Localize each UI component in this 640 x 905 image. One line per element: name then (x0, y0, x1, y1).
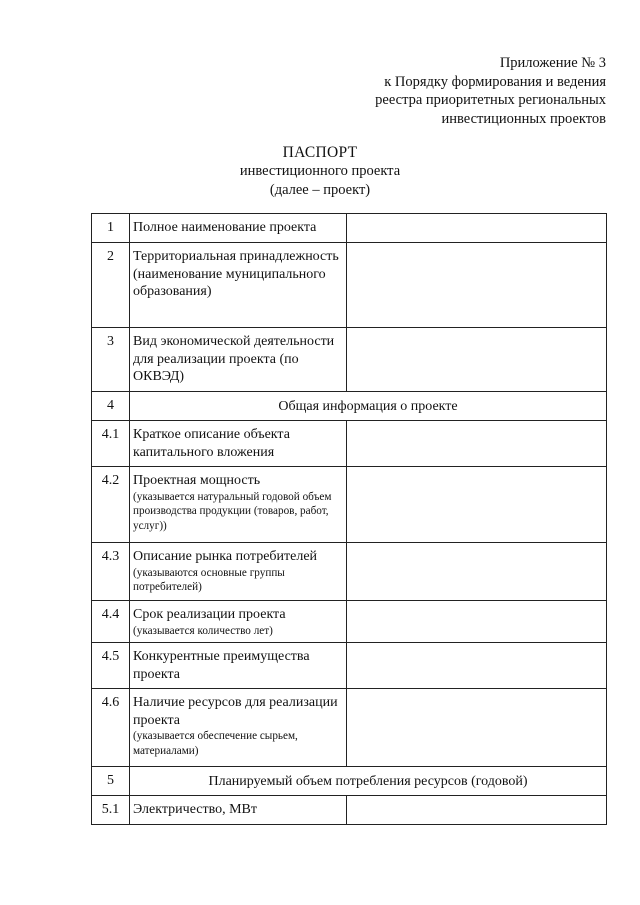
row-label-text: Территориальная принадлежность (наименование муниципального образования) (133, 249, 339, 299)
row-number: 4.1 (92, 421, 130, 467)
table-row (92, 796, 607, 825)
row-note: (указываются основные группы потребителей) (133, 566, 285, 593)
row-label-text: Электричество, МВт (133, 802, 258, 817)
row-number: 4.2 (92, 467, 130, 543)
row-label (130, 243, 347, 328)
section-heading: Общая информация о проекте (130, 392, 607, 421)
row-label (130, 421, 347, 467)
row-label (130, 601, 347, 643)
row-label-text: Описание рынка потребителей (133, 549, 318, 564)
appendix-line: Приложение № 3 (499, 55, 606, 71)
row-label (130, 467, 347, 543)
row-label (130, 214, 347, 243)
document-subtitle: (далее – проект) (269, 181, 371, 198)
row-label-text: Краткое описание объекта капитального вложения (133, 427, 290, 460)
row-number: 3 (92, 328, 130, 392)
table-row (92, 543, 607, 601)
document-subtitle: инвестиционного проекта (239, 163, 401, 179)
row-number: 1 (92, 214, 130, 243)
document-title: ПАСПОРТ (282, 144, 358, 161)
table-row (92, 214, 607, 243)
row-number: 4 (92, 392, 130, 421)
document-title-block (0, 143, 640, 199)
row-number: 5 (92, 767, 130, 796)
table-section-row (92, 392, 607, 421)
row-label-text: Проектная мощность (133, 473, 261, 488)
appendix-header (286, 54, 606, 128)
row-note: (указывается натуральный годовой объем производства продукции (товаров, работ, услуг)) (133, 490, 332, 532)
row-number: 4.6 (92, 689, 130, 767)
row-label (130, 543, 347, 601)
row-label-text: Полное наименование проекта (133, 220, 317, 235)
row-label-text: Срок реализации проекта (133, 607, 286, 622)
table-row (92, 643, 607, 689)
row-number: 4.5 (92, 643, 130, 689)
table-row (92, 467, 607, 543)
row-value-cell[interactable] (347, 543, 607, 601)
appendix-line: реестра приоритетных региональных (375, 92, 606, 108)
passport-table (91, 213, 607, 825)
row-value-cell[interactable] (347, 796, 607, 825)
appendix-line: к Порядку формирования и ведения (384, 73, 606, 90)
row-value-cell[interactable] (347, 689, 607, 767)
row-label (130, 328, 347, 392)
section-heading: Планируемый объем потребления ресурсов (годовой) (130, 767, 607, 796)
row-label (130, 796, 347, 825)
row-number: 4.4 (92, 601, 130, 643)
table-row (92, 689, 607, 767)
table-row (92, 243, 607, 328)
table-row (92, 421, 607, 467)
row-number: 5.1 (92, 796, 130, 825)
row-value-cell[interactable] (347, 243, 607, 328)
row-label-text: Конкурентные преимущества проекта (133, 649, 310, 682)
row-number: 4.3 (92, 543, 130, 601)
row-label-text: Наличие ресурсов для реализации проекта (133, 695, 338, 728)
row-value-cell[interactable] (347, 421, 607, 467)
row-label (130, 689, 347, 767)
table-row (92, 328, 607, 392)
table-section-row (92, 767, 607, 796)
row-value-cell[interactable] (347, 467, 607, 543)
row-label (130, 643, 347, 689)
row-label-text: Вид экономической деятельности для реализации проекта (по ОКВЭД) (133, 334, 335, 384)
row-value-cell[interactable] (347, 601, 607, 643)
row-value-cell[interactable] (347, 643, 607, 689)
row-number: 2 (92, 243, 130, 328)
appendix-line: инвестиционных проектов (441, 110, 606, 127)
row-value-cell[interactable] (347, 214, 607, 243)
table-row (92, 601, 607, 643)
row-note: (указывается количество лет) (133, 624, 273, 637)
row-note: (указывается обеспечение сырьем, материалами) (133, 730, 298, 757)
row-value-cell[interactable] (347, 328, 607, 392)
